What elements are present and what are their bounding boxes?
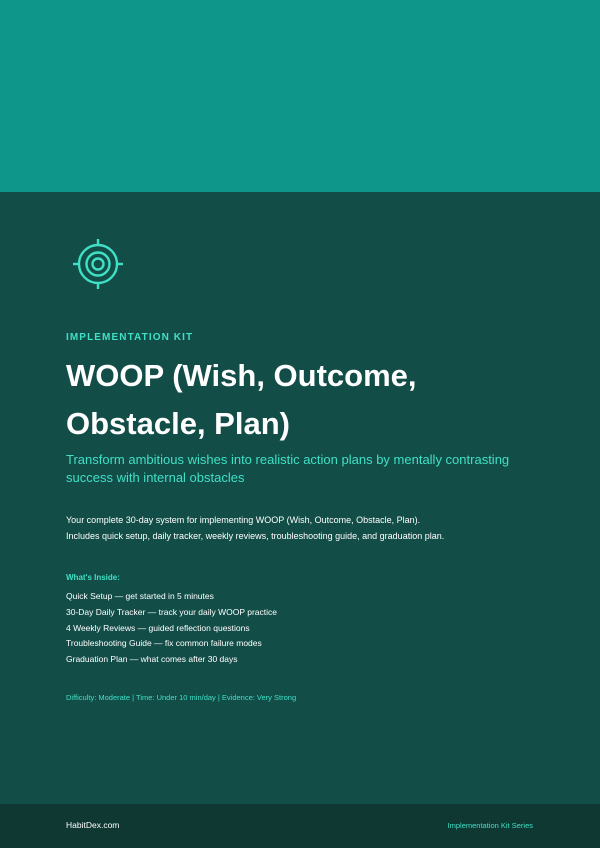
kit-kicker: IMPLEMENTATION KIT: [66, 332, 194, 343]
page-subtitle: Transform ambitious wishes into realistic action plans by mentally contrasting success with internal obstacles: [66, 452, 510, 485]
list-item: 4 Weekly Reviews — guided reflection questions: [66, 622, 250, 633]
page-title: WOOP (Wish, Outcome, Obstacle, Plan): [66, 358, 417, 441]
list-item: Graduation Plan — what comes after 30 days: [66, 654, 238, 665]
list-item: Quick Setup — get started in 5 minutes: [66, 591, 214, 601]
kit-description: [66, 513, 546, 544]
target-icon: [72, 238, 124, 290]
top-color-band: [0, 0, 600, 192]
whats-inside-heading: What's Inside:: [66, 573, 120, 582]
list-item: Troubleshooting Guide — fix common failure modes: [66, 638, 262, 649]
whats-inside-list: [66, 589, 277, 668]
description-line: Includes quick setup, daily tracker, weekly reviews, troubleshooting guide, and graduation plan.: [66, 530, 445, 541]
footer-series-label: Implementation Kit Series: [447, 821, 533, 830]
list-item: 30-Day Daily Tracker — track your daily WOOP practice: [66, 606, 277, 617]
footer-brand: HabitDex.com: [66, 820, 120, 830]
kit-meta-info: Difficulty: Moderate | Time: Under 10 min/day | Evidence: Very Strong: [66, 693, 297, 702]
description-line: Your complete 30-day system for implementing WOOP (Wish, Outcome, Obstacle, Plan).: [66, 515, 421, 525]
